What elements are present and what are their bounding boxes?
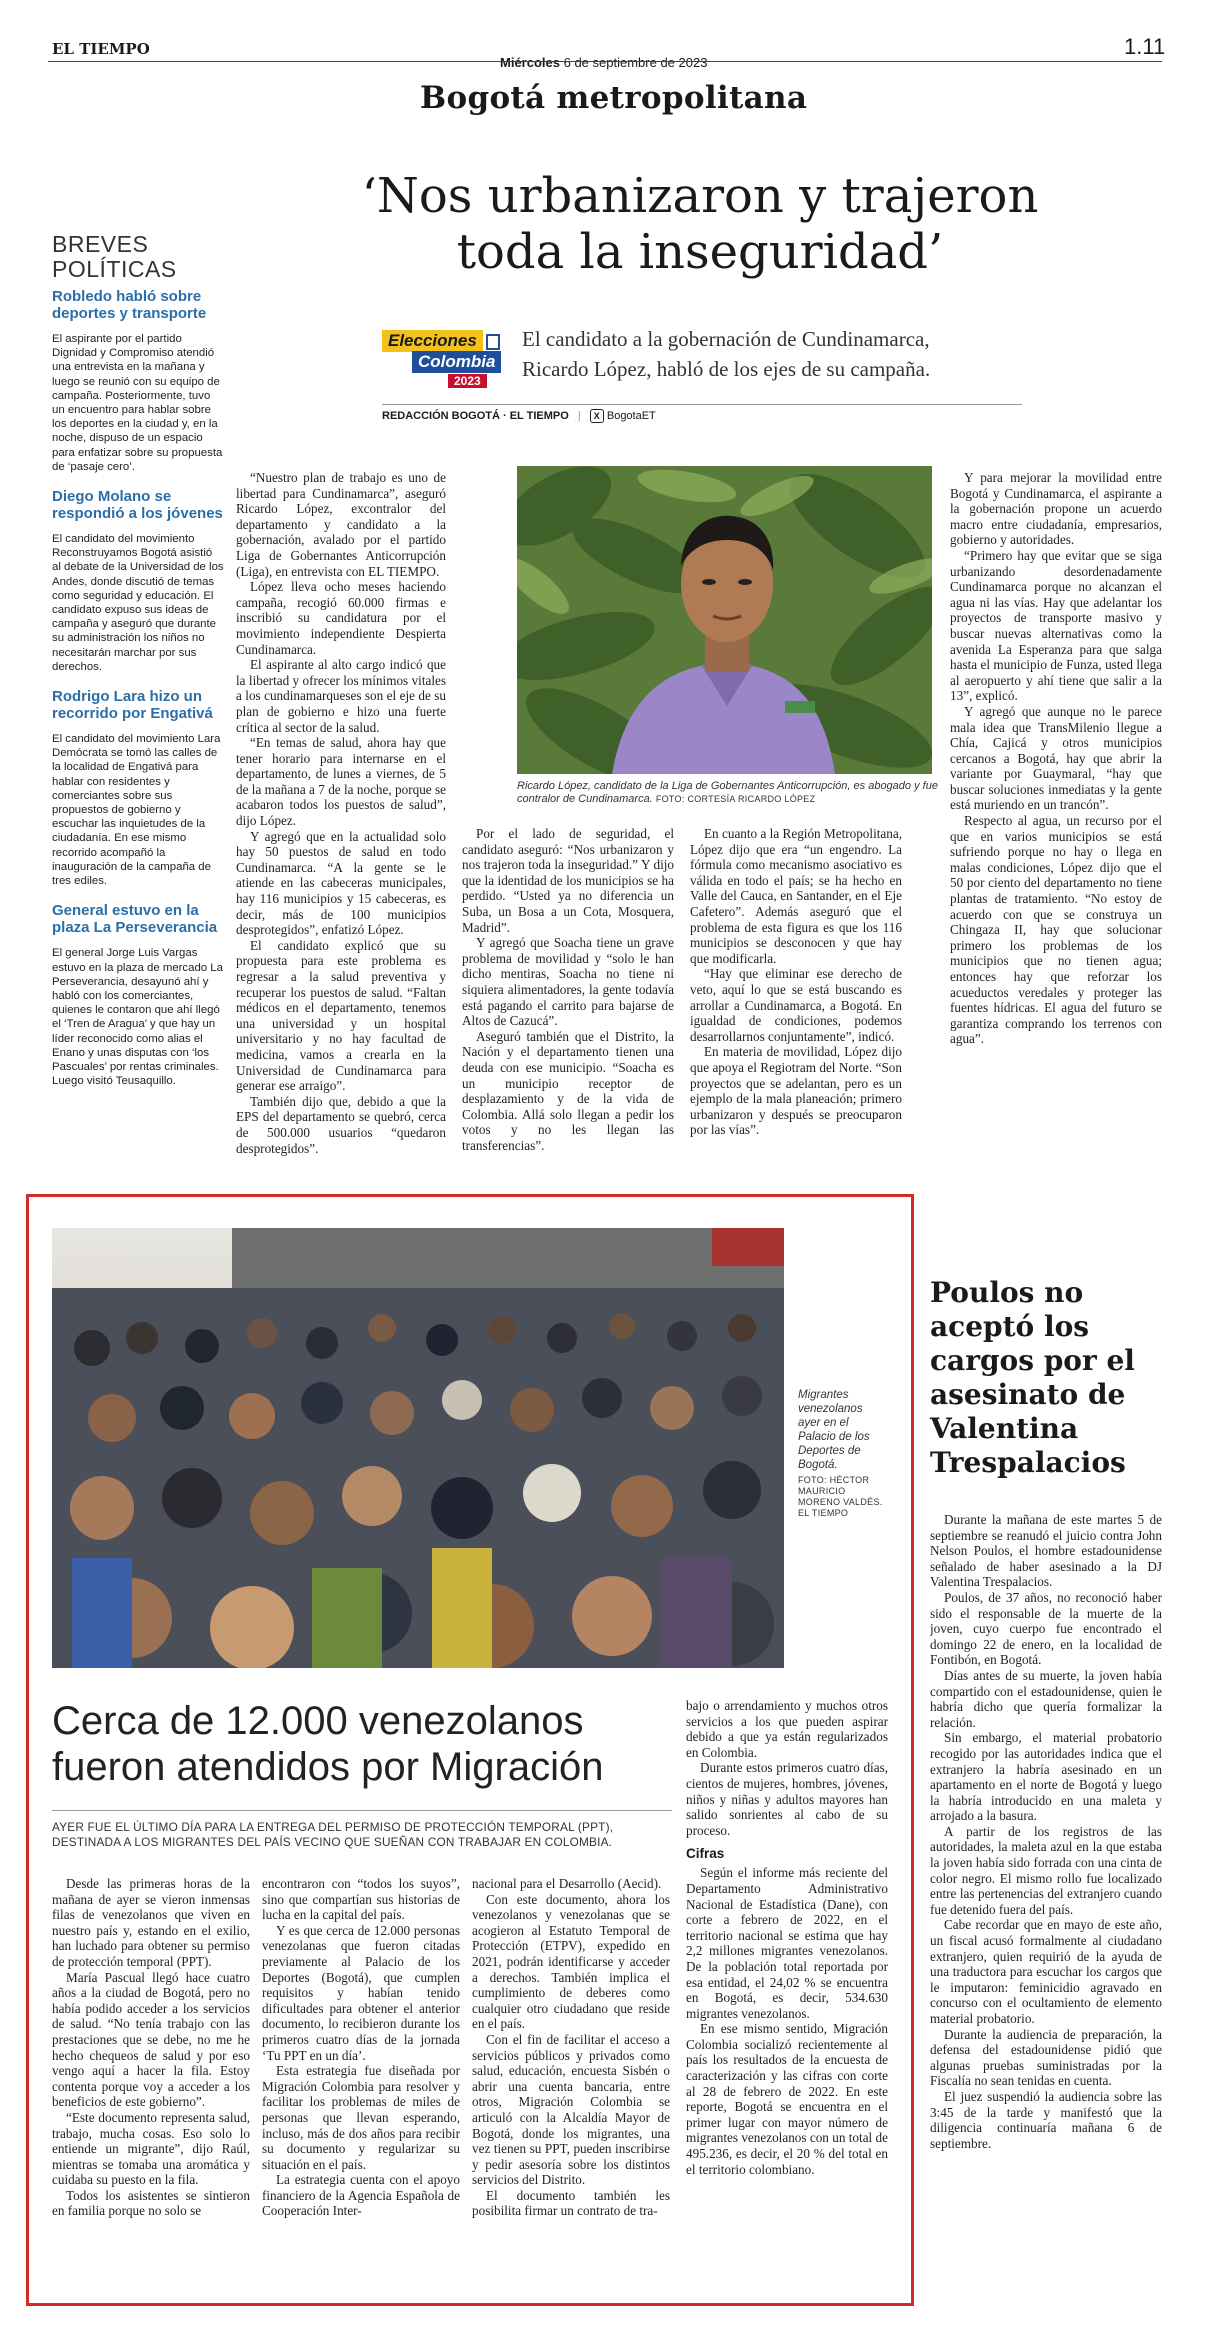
- paragraph: El candidato explicó que su propuesta para este problema es regresar a la salud preventiva y recuperar los puestos de salud. “Faltan médicos en el departamento, tenemos una universidad y un hospital universitario y no hay facultad de medicina, vamos a crearla en la Universidad de Cundinamarca para generar ese arraigo”.: [236, 937, 446, 1094]
- paragraph: Por el lado de seguridad, el candidato aseguró: “Nos urbanizaron y nos trajeron toda la inseguridad.” Y dijo que la identidad de los municipios se ha perdido. “Usted ya no diferencia un Suba, un Bosa a un Cota, Mosquera, Madrid”.: [462, 826, 674, 935]
- figures-subhead: Cifras: [686, 1846, 725, 1862]
- elections-logo-year: 2023: [448, 374, 487, 388]
- main-column-4: [950, 470, 1162, 1182]
- migrants-photo-caption: [798, 1388, 884, 1519]
- candidate-photo-caption: [517, 780, 947, 806]
- briefs-section-line-2: POLÍTICAS: [52, 256, 177, 282]
- brief-item: [52, 488, 224, 674]
- paragraph: Según el informe más reciente del Departamento Administrativo Nacional de Estadística (Dane), con corte a febrero de 2022, en el territorio nacional se estima que hay 2,2 millones migrantes venezolanos. De la población total reportada por esa entidad, el 24,02 % se encuentra en Bogotá, es decir, 534.630 migrantes venezolanos.: [686, 1865, 888, 2021]
- paragraph: Cabe recordar que en mayo de este año, un fiscal acusó formalmente al ciudadano extranjero, quien requirió de la ayuda de una traductora para escuchar los cargos que le imputaron: feminicidio agravado en concurso con el ocultamiento de elemento material probatorio.: [930, 1917, 1162, 2026]
- paragraph: En materia de movilidad, López dijo que apoya el Regiotram del Norte. “Son proyectos que se adelantan, pero es un ejemplo de la mala planeación; primero urbanizaron y después se preocuparon por las vías”.: [690, 1044, 902, 1138]
- paragraph: Respecto al agua, un recurso por el que en varios municipios se está sufriendo porque no hay o llega en malas condiciones, López dijo que el 50 por ciento del departamento no tiene plantas de tratamiento. “No estoy de acuerdo con que se construya un Chingaza II, hay que solucionar primero los problemas de los municipios que no tienen agua; entonces hay que reforzar los acueductos veredales y proteger las fuentes hídricas. El agua del futuro se garantiza comprando los terrenos con agua”.: [950, 813, 1162, 1047]
- paragraph: Y agregó que aunque no le parece mala idea que TransMilenio llegue a Chía, Cajicá y otros municipios cercanos a Bogotá, hay que abrir la variante por Guaymaral, “hay que buscar soluciones inmediatas y la gente está muriendo en un trancón”.: [950, 703, 1162, 813]
- brief-title: Rodrigo Lara hizo un recorrido por Engativá: [52, 688, 213, 723]
- brief-item: [52, 688, 224, 888]
- elections-logo-line-2: Colombia: [412, 351, 501, 373]
- migration-column-2: [262, 1876, 460, 2300]
- migration-deck: [52, 1820, 672, 1850]
- main-deck: [522, 324, 1042, 384]
- main-column-1: [236, 470, 446, 1182]
- paragraph: López lleva ocho meses haciendo campaña, recogió 60.000 firmas e inscribió su candidatura por el movimiento independiente Despierta Cundinamarca.: [236, 579, 446, 657]
- paragraph: En ese mismo sentido, Migración Colombia socializó recientemente al país los resultados de la encuesta de caracterización y las cifras con corte al 28 de febrero de 2022. En este reporte, Bogotá se encuentra en el primer lugar con mayor número de migrantes venezolanos con un total de 495.236, es decir, el 20 % del total en el territorio colombiano.: [686, 2021, 888, 2177]
- issue-date-day: Miércoles: [500, 55, 560, 70]
- brief-item: [52, 902, 224, 1088]
- candidate-caption-text: Ricardo López, candidato de la Liga de Gobernantes Anticorrupción, es abogado y fue contralor de Cundinamarca.: [517, 780, 938, 805]
- migration-headline-line-1: Cerca de 12.000 venezolanos: [52, 1699, 584, 1743]
- migration-deck-line-1: AYER FUE EL ÚLTIMO DÍA PARA LA ENTREGA DEL PERMISO DE PROTECCIÓN TEMPORAL (PPT),: [52, 1820, 614, 1834]
- paragraph: Y agregó que Soacha tiene un grave problema de movilidad y “solo le han dicho mentiras, Soacha no tiene ni siquiera alimentadores, la gente todavía está pagando el carrito para bajarse de Altos de Cazucá”.: [462, 935, 674, 1029]
- social-handle[interactable]: BogotaET: [606, 410, 656, 422]
- paragraph: “Hay que eliminar ese derecho de veto, aquí lo que se está buscando es arrollar a Cundinamarca, a Bogotá. En igualdad de condiciones, podemos desarrollarnos conjuntamente”, indicó.: [690, 966, 902, 1044]
- byline-text: REDACCIÓN BOGOTÁ · EL TIEMPO: [382, 410, 569, 422]
- page-number: 1.11: [1124, 34, 1166, 59]
- paragraph: El documento también les posibilita firmar un contrato de tra-: [472, 2187, 670, 2219]
- migration-column-3: [472, 1876, 670, 2300]
- paragraph: “Este documento representa salud, trabajo, mucha cosas. Eso solo lo entiende un migrante”, dijo Raúl, mientras se tomaba una aromática y cuidaba su puesto en la fila.: [52, 2109, 250, 2188]
- brief-item: [52, 288, 224, 474]
- issue-date: [500, 55, 707, 70]
- paragraph: Todos los asistentes se sintieron en familia porque no solo se: [52, 2187, 250, 2219]
- migration-column-1: [52, 1876, 250, 2300]
- paragraph: El aspirante al alto cargo indicó que la libertad y ofrecer los mínimos vitales a los cundinamarqueses son el eje de su plan de gobierno e hizo una fuerte crítica al sector de la salud.: [236, 657, 446, 735]
- brief-title: Diego Molano se respondió a los jóvenes: [52, 488, 223, 523]
- brief-title: General estuvo en la plaza La Perseverancia: [52, 902, 218, 937]
- brief-text: El candidato del movimiento Reconstruyamos Bogotá asistió al debate de la Universidad de los Andes, donde discutió de temas como seguridad y educación. El candidato expuso sus ideas de campaña y aseguró que durante su administración los niños no necesitarán marchar por sus derechos.: [52, 533, 224, 673]
- paragraph: Aseguró también que el Distrito, la Nación y el departamento tienen una deuda con ese municipio. “Soacha es un municipio receptor de desplazamiento y de la vida de Colombia. Allá solo llegan a pedir los votos y no les llegan las transferencias”.: [462, 1028, 674, 1153]
- issue-date-rest: 6 de septiembre de 2023: [563, 55, 708, 70]
- paragraph: Durante estos primeros cuatro días, cientos de mujeres, hombres, jóvenes, niños y niñas y adultos mayores han salido sonrientes al cabo de su proceso.: [686, 1760, 888, 1838]
- migrants-photo: [52, 1228, 784, 1668]
- paragraph: Durante la mañana de este martes 5 de septiembre se reanudó el juicio contra John Nelson Poulos, el hombre estadounidense señalado de haber asesinado a la DJ Valentina Trespalacios.: [930, 1512, 1162, 1590]
- ballot-icon: [486, 334, 500, 350]
- paragraph: “Nuestro plan de trabajo es uno de libertad para Cundinamarca”, aseguró Ricardo López, excontralor del departamento y candidato a la gobernación, avalado por el partido Liga de Gobernantes Anticorrupción (Liga), en entrevista con EL TIEMPO.: [236, 470, 446, 579]
- paragraph: Y para mejorar la movilidad entre Bogotá y Cundinamarca, el aspirante a la gobernación propone un acuerdo macro entre ciudadanía, empresarios, gobierno y autoridades.: [950, 470, 1162, 548]
- paragraph: Durante la audiencia de preparación, la defensa del estadounidense pidió que algunas pruebas suministradas por la Fiscalía no sean tenidas en cuenta.: [930, 2026, 1162, 2089]
- paragraph: El juez suspendió la audiencia sobre las 3:45 de la tarde y manifestó que la diligencia continuaría mañana 6 de septiembre.: [930, 2088, 1162, 2151]
- paragraph: A partir de los registros de las autoridades, la maleta azul en la que estaba la joven había sido forrada con una cinta de color negro. El mismo rollo fue localizado entre las pertenencias del extranjero cuando fue detenido fuera del país.: [930, 1823, 1162, 1917]
- brand-name: EL TIEMPO: [52, 40, 150, 58]
- paragraph: nacional para el Desarrollo (Aecid).: [472, 1876, 662, 1891]
- section-title: Bogotá metropolitana: [420, 80, 808, 116]
- paragraph: También dijo que, debido a que la EPS del departamento se quebró, cerca de 500.000 usuarios “quedaron desprotegidos”.: [236, 1093, 446, 1156]
- main-column-2: [462, 826, 674, 1182]
- candidate-photo-graphic: [517, 466, 932, 774]
- migration-headline-rule: [52, 1810, 672, 1811]
- main-deck-line-1: El candidato a la gobernación de Cundinamarca,: [522, 327, 930, 351]
- candidate-photo: [517, 466, 932, 774]
- paragraph: Y agregó que en la actualidad solo hay 50 puestos de salud en todo Cundinamarca. “A la gente se le atiende en las cabeceras municipales, hay 116 municipios y 15 cabeceras, es decir, más de 100 municipios desprotegidos”, enfatizó López.: [236, 828, 446, 938]
- paragraph: En cuanto a la Región Metropolitana, López dijo que era “un engendro. La fórmula como mecanismo asociativo es válida en todo el país; se ha hecho en Valle del Cauca, en Santander, en el Eje Cafetero”. Además aseguró que el problema de esta figura es que los 116 municipios se desconocen y que hay que modificarla.: [690, 826, 902, 966]
- x-icon: X: [590, 409, 604, 423]
- briefs-section-line-1: BREVES: [52, 232, 149, 257]
- candidate-photo-credit: FOTO: CORTESÍA RICARDO LÓPEZ: [655, 794, 816, 804]
- brief-text: El candidato del movimiento Lara Demócrata se tomó las calles de la localidad de Engativá para hablar con residentes y comerciantes sobre sus propuestos de gobierno y escuchar las inquietudes de la ciudadanía. En ese mismo recorrido acompañó la inauguración de la campaña de tres ediles.: [52, 733, 221, 888]
- paragraph: bajo o arrendamiento y muchos otros servicios a los que pueden aspirar debido a que ya están regularizados en Colombia.: [686, 1698, 888, 1760]
- migrants-caption-text: Migrantes venezolanos ayer en el Palacio de los Deportes de Bogotá.: [798, 1389, 870, 1471]
- masthead-rule: [48, 61, 1162, 62]
- paragraph: María Pascual llegó hace cuatro años a la ciudad de Bogotá, pero no había podido acceder a los servicios de salud. “No tenía trabajo con las prestaciones que se debe, no me he hecho chequeos de salud y por eso vengo aquí a hacer la fila. Estoy contenta porque voy a acceder a los beneficios de este gobierno”.: [52, 1969, 250, 2110]
- migration-column-4: [686, 1698, 888, 2300]
- brief-text: El general Jorge Luis Vargas estuvo en la plaza de mercado La Perseverancia, desayunó ahí y habló con los comerciantes, quienes le contaron que ahí llegó el ‘Tren de Aragua’ y que hay un líder reconocido como alias el Enano y unas disputas con ‘los Pascuales’ por rentas criminales. Luego visitó Teusaquillo.: [52, 947, 223, 1088]
- migration-headline: [52, 1698, 672, 1790]
- paragraph: Días antes de su muerte, la joven había compartido con el estadounidense, quien le habría dicho que quería formalizar la relación.: [930, 1667, 1162, 1730]
- elections-logo: [382, 330, 504, 392]
- brief-title: Robledo habló sobre deportes y transporte: [52, 288, 207, 322]
- main-headline: [300, 168, 1100, 280]
- migrants-photo-credit: FOTO: HÉCTOR MAURICIO MORENO VALDÉS. EL TIEMPO: [798, 1475, 883, 1518]
- paragraph: La estrategia cuenta con el apoyo financiero de la Agencia Española de Cooperación Inter-: [262, 2172, 460, 2219]
- brief-text: El aspirante por el partido Dignidad y Compromiso atendió una entrevista en la mañana y luego se reunió con su equipo de campaña. Posteriormente, tuvo un encuentro para hablar sobre los deportes en la ciudad y, en la noche, dispuso de un espacio para enfatizar sobre su propuesta de ‘pasaje cero’.: [52, 333, 223, 473]
- main-deck-line-2: Ricardo López, habló de los ejes de su campaña.: [522, 357, 931, 381]
- migrants-photo-graphic: [52, 1228, 784, 1668]
- paragraph: “Primero hay que evitar que se siga urbanizando desordenadamente Cundinamarca porque no alcanzan el agua ni las vías. Hay que adelantar los proyectos de transporte masivo y buscar nuevas alternativas como la avenida La Esperanza para que salga hasta el municipio de Funza, usted llega al aeropuerto y ahí tiene que salir a la 13”, explicó.: [950, 547, 1162, 704]
- paragraph: Sin embargo, el material probatorio recogido por las autoridades indica que el extranjero la habría asesinado en un apartamento en el norte de Bogotá y luego la habría introducido en una maleta y arrojado a la basura.: [930, 1730, 1162, 1824]
- byline: REDACCIÓN BOGOTÁ · EL TIEMPO | X BogotaET: [382, 404, 1022, 423]
- paragraph: Con este documento, ahora los venezolanos y venezolanas que se acogieron al Estatuto Temporal de Protección (ETPV), expedido en 2021, podrán identificarse y acceder a derechos. También implica el cumplimiento de deberes como cualquier otro ciudadano que reside en el país.: [472, 1891, 670, 2032]
- paragraph: Y es que cerca de 12.000 personas venezolanas que fueron citadas previamente al Palacio de los Deportes (Bogotá), que cumplen requisitos y habían tenido dificultades para obtener el anterior documento, lo recibieron durante los primeros cuatro días de la jornada ‘Tu PPT en un día’.: [262, 1922, 460, 2063]
- main-column-3: [690, 826, 902, 1182]
- paragraph: Desde las primeras horas de la mañana de ayer se vieron inmensas filas de venezolanos que viven en nuestro país y, estando en el exilio, han luchado para obtener su permiso de protección temporal (PPT).: [52, 1876, 250, 1969]
- briefs-section-title: [52, 232, 224, 282]
- main-headline-line-2: toda la inseguridad’: [456, 224, 944, 280]
- paragraph: encontraron con “todos los suyos”, sino que compartían sus historias de lucha en la capital del país.: [262, 1876, 460, 1923]
- main-headline-line-1: ‘Nos urbanizaron y trajeron: [361, 168, 1039, 224]
- migration-deck-line-2: DESTINADA A LOS MIGRANTES DEL PAÍS VECINO QUE SUEÑAN CON TRABAJAR EN COLOMBIA.: [52, 1835, 613, 1849]
- poulos-body: [930, 1512, 1162, 2212]
- migration-headline-line-2: fueron atendidos por Migración: [52, 1745, 604, 1789]
- paragraph: Poulos, de 37 años, no reconoció haber sido el responsable de la muerte de la joven, cuyo cuerpo fue encontrado el domingo 22 de enero, en la localidad de Fontibón, en Bogotá.: [930, 1589, 1162, 1668]
- paragraph: Esta estrategia fue diseñada por Migración Colombia para resolver y facilitar los problemas de miles de personas que llevan esperando, incluso, más de dos años para recibir su documento y regularizar su situación en el país.: [262, 2063, 460, 2172]
- poulos-headline: Poulos no aceptó los cargos por el asesinato de Valentina Trespalacios: [930, 1276, 1135, 1479]
- briefs-sidebar: [52, 232, 224, 1202]
- paragraph: Con el fin de facilitar el acceso a servicios públicos y privados como salud, educación, encuesta Sisbén o abrir una cuenta bancaria, entre otros, Migración Colombia se articuló con la Alcaldía Mayor de Bogotá, donde los migrantes, una vez tienen su PPT, pueden inscribirse y pedir asesoría sobre los distintos servicios del Distrito.: [472, 2031, 670, 2188]
- paragraph: “En temas de salud, ahora hay que tener horario para internarse en el departamento, de lunes a viernes, de 5 de la mañana a 7 de la noche, porque se acabaron todos los puestos de salud”, dijo López.: [236, 735, 446, 829]
- elections-logo-line-1: Elecciones: [382, 330, 483, 352]
